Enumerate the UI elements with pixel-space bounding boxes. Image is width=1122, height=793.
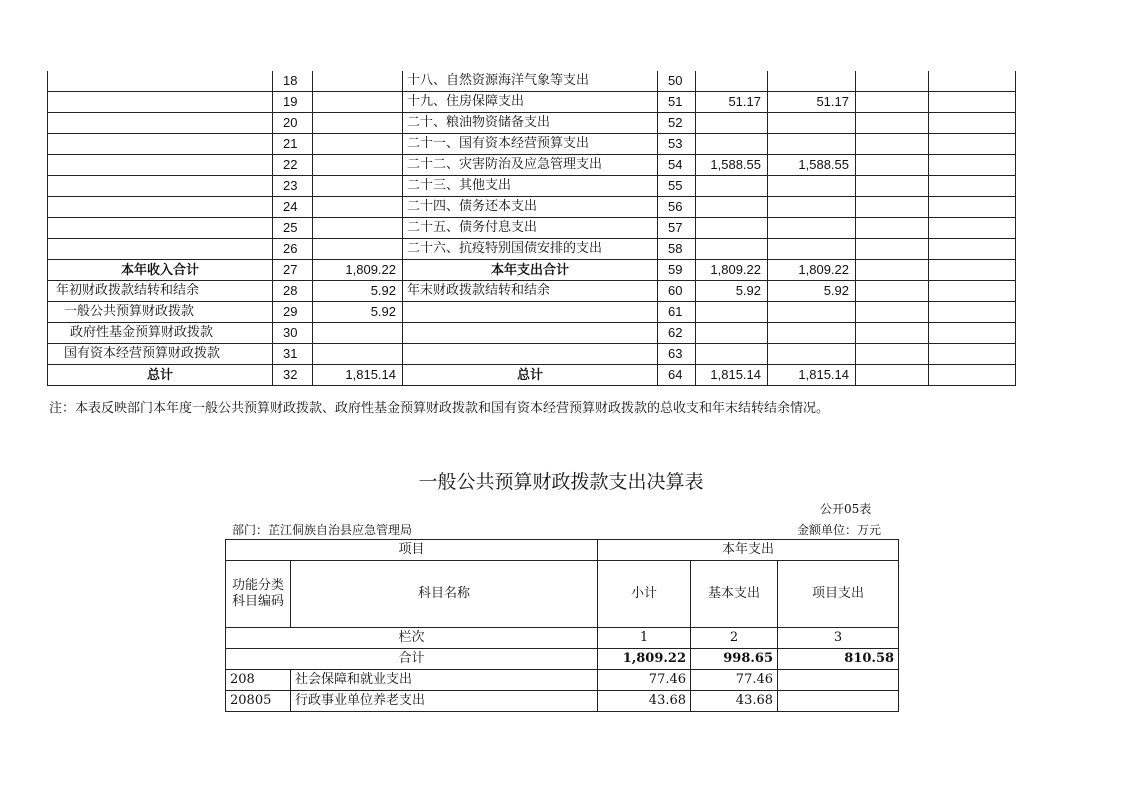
income-label: 本年收入合计: [48, 260, 273, 281]
subtotal-cell: 77.46: [598, 670, 691, 691]
expense-state-capital: [929, 260, 1016, 281]
expense-general-budget: [768, 71, 856, 92]
income-line-number: 30: [273, 323, 313, 344]
income-label: 一般公共预算财政拨款: [48, 302, 273, 323]
expense-line-number: 60: [658, 281, 696, 302]
project-cell: [778, 691, 899, 712]
expense-general-budget: [768, 323, 856, 344]
table-row: [48, 344, 1016, 365]
table-note: 注：本表反映部门本年度一般公共预算财政拨款、政府性基金预算财政拨款和国有资本经营预算财政拨款的总收支和年末结转结余情况。: [49, 401, 830, 416]
total-basic: 998.65: [691, 649, 778, 670]
income-amount: 5.92: [313, 281, 403, 302]
income-label: 总计: [48, 365, 273, 386]
expense-general-budget: [768, 239, 856, 260]
table-row: [48, 281, 1016, 302]
expense-line-number: 50: [658, 71, 696, 92]
income-line-number: 29: [273, 302, 313, 323]
income-label: [48, 92, 273, 113]
table-row: [48, 71, 1016, 92]
expense-line-number: 51: [658, 92, 696, 113]
func-code: 208: [226, 670, 291, 691]
expense-label: 二十六、抗疫特别国债安排的支出: [403, 239, 658, 260]
expense-total: 1,815.14: [696, 365, 768, 386]
expense-label: 二十二、灾害防治及应急管理支出: [403, 155, 658, 176]
income-label: [48, 176, 273, 197]
basic-cell: 43.68: [691, 691, 778, 712]
project-cell: [778, 670, 899, 691]
expense-total: [696, 71, 768, 92]
expense-label: [403, 323, 658, 344]
expense-fund-budget: [856, 134, 929, 155]
income-label: [48, 134, 273, 155]
table-row: [48, 239, 1016, 260]
expense-fund-budget: [856, 323, 929, 344]
expense-fund-budget: [856, 92, 929, 113]
income-amount: 5.92: [313, 302, 403, 323]
income-amount: 1,815.14: [313, 365, 403, 386]
expense-label: 本年支出合计: [403, 260, 658, 281]
column-row-label: 栏次: [226, 628, 598, 649]
income-line-number: 28: [273, 281, 313, 302]
expense-total: 5.92: [696, 281, 768, 302]
department-label: 部门：芷江侗族自治县应急管理局: [232, 523, 413, 537]
header-subtotal: 小计: [598, 561, 691, 628]
table-row: [48, 113, 1016, 134]
expense-state-capital: [929, 323, 1016, 344]
col-num: 2: [691, 628, 778, 649]
expense-fund-budget: [856, 260, 929, 281]
expense-total: 1,809.22: [696, 260, 768, 281]
expense-general-budget: [768, 302, 856, 323]
expense-general-budget: [768, 176, 856, 197]
income-line-number: 22: [273, 155, 313, 176]
income-amount: [313, 218, 403, 239]
expense-general-budget: [768, 197, 856, 218]
subject-name: 行政事业单位养老支出: [291, 691, 598, 712]
expense-total: 1,588.55: [696, 155, 768, 176]
table-row: [48, 134, 1016, 155]
table-row: [226, 691, 899, 712]
expense-total: [696, 218, 768, 239]
income-amount: [313, 323, 403, 344]
income-line-number: 24: [273, 197, 313, 218]
basic-cell: 77.46: [691, 670, 778, 691]
expense-line-number: 58: [658, 239, 696, 260]
table-row: [48, 197, 1016, 218]
income-label: [48, 71, 273, 92]
income-line-number: 25: [273, 218, 313, 239]
header-row-1: [226, 540, 899, 561]
expense-general-budget: 1,815.14: [768, 365, 856, 386]
expense-state-capital: [929, 281, 1016, 302]
expense-line-number: 56: [658, 197, 696, 218]
expense-state-capital: [929, 71, 1016, 92]
expense-total: [696, 323, 768, 344]
expense-label: 年末财政拨款结转和结余: [403, 281, 658, 302]
expense-fund-budget: [856, 365, 929, 386]
expense-state-capital: [929, 155, 1016, 176]
header-project: 项目: [226, 540, 598, 561]
total-label: 合计: [226, 649, 598, 670]
column-number-row: [226, 628, 899, 649]
expense-total: 51.17: [696, 92, 768, 113]
expense-general-budget: 1,588.55: [768, 155, 856, 176]
expense-general-budget: [768, 113, 856, 134]
expense-label: [403, 302, 658, 323]
expense-label: 十九、住房保障支出: [403, 92, 658, 113]
income-amount: [313, 134, 403, 155]
header-project-exp: 项目支出: [778, 561, 899, 628]
func-code: 20805: [226, 691, 291, 712]
expense-fund-budget: [856, 239, 929, 260]
income-amount: [313, 71, 403, 92]
page-title: 一般公共预算财政拨款支出决算表: [418, 471, 704, 493]
income-amount: [313, 197, 403, 218]
expense-general-budget: [768, 218, 856, 239]
expense-table: [225, 539, 899, 712]
income-line-number: 21: [273, 134, 313, 155]
expense-fund-budget: [856, 155, 929, 176]
expense-total: [696, 344, 768, 365]
income-amount: [313, 239, 403, 260]
col-num: 1: [598, 628, 691, 649]
expense-state-capital: [929, 239, 1016, 260]
expense-fund-budget: [856, 176, 929, 197]
total-subtotal: 1,809.22: [598, 649, 691, 670]
income-amount: 1,809.22: [313, 260, 403, 281]
expense-general-budget: [768, 134, 856, 155]
expense-fund-budget: [856, 218, 929, 239]
expense-state-capital: [929, 113, 1016, 134]
expense-general-budget: 51.17: [768, 92, 856, 113]
expense-label: 总计: [403, 365, 658, 386]
col-num: 3: [778, 628, 899, 649]
expense-label: 二十、粮油物资储备支出: [403, 113, 658, 134]
expense-line-number: 63: [658, 344, 696, 365]
expense-general-budget: [768, 344, 856, 365]
expense-general-budget: 5.92: [768, 281, 856, 302]
expense-label: 二十四、债务还本支出: [403, 197, 658, 218]
expense-line-number: 62: [658, 323, 696, 344]
expense-state-capital: [929, 197, 1016, 218]
income-amount: [313, 113, 403, 134]
table-row: [48, 176, 1016, 197]
income-line-number: 20: [273, 113, 313, 134]
expense-fund-budget: [856, 281, 929, 302]
expense-fund-budget: [856, 302, 929, 323]
income-line-number: 19: [273, 92, 313, 113]
expense-state-capital: [929, 92, 1016, 113]
expense-state-capital: [929, 302, 1016, 323]
expense-line-number: 53: [658, 134, 696, 155]
income-label: [48, 218, 273, 239]
income-line-number: 27: [273, 260, 313, 281]
income-label: [48, 113, 273, 134]
income-amount: [313, 344, 403, 365]
expense-fund-budget: [856, 71, 929, 92]
header-year-expense: 本年支出: [598, 540, 899, 561]
income-line-number: 18: [273, 71, 313, 92]
expense-line-number: 54: [658, 155, 696, 176]
income-amount: [313, 155, 403, 176]
expense-line-number: 52: [658, 113, 696, 134]
expense-state-capital: [929, 365, 1016, 386]
expense-label: 二十一、国有资本经营预算支出: [403, 134, 658, 155]
income-line-number: 26: [273, 239, 313, 260]
total-row: [226, 649, 899, 670]
income-line-number: 23: [273, 176, 313, 197]
table-code: 公开05表: [820, 502, 872, 516]
income-label: [48, 239, 273, 260]
unit-label: 金额单位：万元: [797, 523, 882, 537]
income-expense-table: [47, 71, 1016, 386]
table-row: [48, 92, 1016, 113]
header-basic: 基本支出: [691, 561, 778, 628]
total-project: 810.58: [778, 649, 899, 670]
expense-total: [696, 197, 768, 218]
income-line-number: 32: [273, 365, 313, 386]
expense-total: [696, 113, 768, 134]
income-label: 政府性基金预算财政拨款: [48, 323, 273, 344]
expense-label: 二十五、债务付息支出: [403, 218, 658, 239]
expense-line-number: 57: [658, 218, 696, 239]
expense-line-number: 59: [658, 260, 696, 281]
expense-line-number: 64: [658, 365, 696, 386]
expense-line-number: 61: [658, 302, 696, 323]
table-row: [48, 365, 1016, 386]
expense-label: 十八、自然资源海洋气象等支出: [403, 71, 658, 92]
expense-state-capital: [929, 218, 1016, 239]
expense-total: [696, 302, 768, 323]
expense-general-budget: 1,809.22: [768, 260, 856, 281]
expense-total: [696, 134, 768, 155]
expense-label: 二十三、其他支出: [403, 176, 658, 197]
expense-fund-budget: [856, 113, 929, 134]
table-row: [48, 260, 1016, 281]
subtotal-cell: 43.68: [598, 691, 691, 712]
header-func-code: 功能分类科目编码: [226, 561, 291, 628]
income-label: 国有资本经营预算财政拨款: [48, 344, 273, 365]
header-row-2: [226, 561, 899, 628]
expense-fund-budget: [856, 344, 929, 365]
income-line-number: 31: [273, 344, 313, 365]
income-label: 年初财政拨款结转和结余: [48, 281, 273, 302]
income-amount: [313, 176, 403, 197]
expense-line-number: 55: [658, 176, 696, 197]
income-amount: [313, 92, 403, 113]
table-row: [226, 670, 899, 691]
expense-state-capital: [929, 344, 1016, 365]
expense-total: [696, 239, 768, 260]
income-label: [48, 155, 273, 176]
expense-label: [403, 344, 658, 365]
table-row: [48, 155, 1016, 176]
expense-fund-budget: [856, 197, 929, 218]
table-row: [48, 302, 1016, 323]
header-subject: 科目名称: [291, 561, 598, 628]
table-row: [48, 218, 1016, 239]
subject-name: 社会保障和就业支出: [291, 670, 598, 691]
income-label: [48, 197, 273, 218]
table-row: [48, 323, 1016, 344]
expense-total: [696, 176, 768, 197]
expense-state-capital: [929, 176, 1016, 197]
expense-state-capital: [929, 134, 1016, 155]
